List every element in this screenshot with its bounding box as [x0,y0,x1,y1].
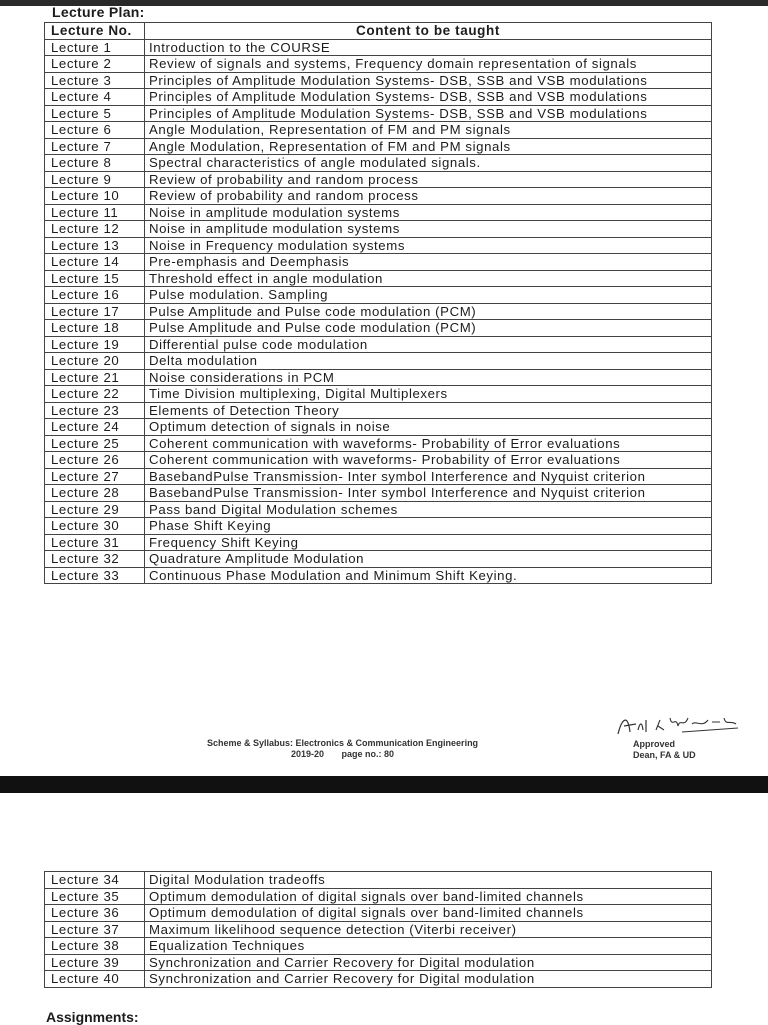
lecture-content-cell: Synchronization and Carrier Recovery for Digital modulation [145,954,712,971]
lecture-number-cell: Lecture 2 [45,56,145,73]
lecture-content-cell: Synchronization and Carrier Recovery for Digital modulation [145,971,712,988]
table-row [45,155,712,172]
lecture-number-cell: Lecture 16 [45,287,145,304]
lecture-content-cell: Principles of Amplitude Modulation Systems- DSB, SSB and VSB modulations [145,105,712,122]
lecture-content-cell: Time Division multiplexing, Digital Multiplexers [145,386,712,403]
lecture-number-cell: Lecture 29 [45,501,145,518]
lecture-content-cell: Phase Shift Keying [145,518,712,535]
lecture-plan-table [44,22,712,584]
lecture-plan-heading: Lecture Plan: [52,4,145,20]
table-row [45,39,712,56]
table-row [45,171,712,188]
lecture-content-cell: Equalization Techniques [145,938,712,955]
lecture-content-cell: Pulse Amplitude and Pulse code modulation (PCM) [145,320,712,337]
table-row [45,254,712,271]
table-row [45,237,712,254]
lecture-plan-table-continued [44,871,712,988]
lecture-number-cell: Lecture 18 [45,320,145,337]
lecture-number-cell: Lecture 7 [45,138,145,155]
lecture-number-cell: Lecture 35 [45,888,145,905]
lecture-number-cell: Lecture 38 [45,938,145,955]
lecture-number-cell: Lecture 20 [45,353,145,370]
lecture-content-cell: Coherent communication with waveforms- Probability of Error evaluations [145,435,712,452]
lecture-content-cell: BasebandPulse Transmission- Inter symbol Interference and Nyquist criterion [145,468,712,485]
assignments-heading: Assignments: [46,1009,139,1025]
table-row [45,402,712,419]
table-row [45,419,712,436]
lecture-content-cell: Threshold effect in angle modulation [145,270,712,287]
lecture-number-cell: Lecture 15 [45,270,145,287]
lecture-content-cell: Pulse Amplitude and Pulse code modulation (PCM) [145,303,712,320]
lecture-number-cell: Lecture 22 [45,386,145,403]
lecture-number-cell: Lecture 11 [45,204,145,221]
lecture-content-cell: Frequency Shift Keying [145,534,712,551]
lecture-content-cell: BasebandPulse Transmission- Inter symbol Interference and Nyquist criterion [145,485,712,502]
lecture-content-cell: Elements of Detection Theory [145,402,712,419]
lecture-content-cell: Continuous Phase Modulation and Minimum Shift Keying. [145,567,712,584]
table-row [45,369,712,386]
table-row [45,287,712,304]
lecture-no-header: Lecture No. [45,23,145,40]
lecture-content-cell: Review of probability and random process [145,188,712,205]
lecture-content-cell: Introduction to the COURSE [145,39,712,56]
lecture-number-cell: Lecture 5 [45,105,145,122]
lecture-number-cell: Lecture 8 [45,155,145,172]
page-footer [207,738,478,760]
approver-title: Dean, FA & UD [633,750,696,760]
lecture-number-cell: Lecture 17 [45,303,145,320]
lecture-content-cell: Spectral characteristics of angle modulated signals. [145,155,712,172]
lecture-number-cell: Lecture 27 [45,468,145,485]
table-row [45,452,712,469]
lecture-content-cell: Pass band Digital Modulation schemes [145,501,712,518]
lecture-number-cell: Lecture 34 [45,872,145,889]
page-divider [0,776,768,793]
footer-scheme-line: Scheme & Syllabus: Electronics & Communication Engineering [207,738,479,748]
table-row [45,534,712,551]
lecture-number-cell: Lecture 1 [45,39,145,56]
lecture-number-cell: Lecture 24 [45,419,145,436]
table-row [45,105,712,122]
lecture-content-cell: Principles of Amplitude Modulation Systems- DSB, SSB and VSB modulations [145,89,712,106]
table-row [45,303,712,320]
lecture-content-cell: Maximum likelihood sequence detection (Viterbi receiver) [145,921,712,938]
table-row [45,138,712,155]
table-row [45,551,712,568]
lecture-number-cell: Lecture 14 [45,254,145,271]
lecture-number-cell: Lecture 21 [45,369,145,386]
content-header: Content to be taught [145,23,712,40]
lecture-content-cell: Angle Modulation, Representation of FM and PM signals [145,122,712,139]
table-row [45,518,712,535]
table-row [45,567,712,584]
lecture-number-cell: Lecture 25 [45,435,145,452]
lecture-content-cell: Optimum detection of signals in noise [145,419,712,436]
lecture-content-cell: Digital Modulation tradeoffs [145,872,712,889]
table-row [45,971,712,988]
lecture-content-cell: Quadrature Amplitude Modulation [145,551,712,568]
lecture-number-cell: Lecture 33 [45,567,145,584]
table-row [45,435,712,452]
lecture-number-cell: Lecture 23 [45,402,145,419]
lecture-number-cell: Lecture 39 [45,954,145,971]
table-row [45,468,712,485]
table-row [45,89,712,106]
table-header-row [45,23,712,40]
signature-image [612,708,742,742]
lecture-content-cell: Angle Modulation, Representation of FM and PM signals [145,138,712,155]
lecture-number-cell: Lecture 31 [45,534,145,551]
lecture-content-cell: Noise considerations in PCM [145,369,712,386]
approved-label: Approved [633,739,676,749]
table-row [45,270,712,287]
approval-block [633,739,696,761]
lecture-content-cell: Principles of Amplitude Modulation Systems- DSB, SSB and VSB modulations [145,72,712,89]
table-row [45,188,712,205]
lecture-number-cell: Lecture 36 [45,905,145,922]
lecture-number-cell: Lecture 32 [45,551,145,568]
lecture-number-cell: Lecture 3 [45,72,145,89]
table-row [45,204,712,221]
table-row [45,954,712,971]
lecture-content-cell: Noise in amplitude modulation systems [145,204,712,221]
table-row [45,501,712,518]
lecture-content-cell: Optimum demodulation of digital signals over band-limited channels [145,888,712,905]
lecture-number-cell: Lecture 40 [45,971,145,988]
lecture-number-cell: Lecture 37 [45,921,145,938]
lecture-number-cell: Lecture 19 [45,336,145,353]
lecture-content-cell: Delta modulation [145,353,712,370]
table-row [45,72,712,89]
lecture-number-cell: Lecture 12 [45,221,145,238]
table-row [45,485,712,502]
lecture-content-cell: Coherent communication with waveforms- Probability of Error evaluations [145,452,712,469]
table-row [45,921,712,938]
lecture-number-cell: Lecture 6 [45,122,145,139]
lecture-content-cell: Review of signals and systems, Frequency domain representation of signals [145,56,712,73]
lecture-content-cell: Pulse modulation. Sampling [145,287,712,304]
footer-year-page-line: 2019-20 page no.: 80 [291,749,395,759]
table-row [45,938,712,955]
table-row [45,888,712,905]
lecture-number-cell: Lecture 26 [45,452,145,469]
table-row [45,353,712,370]
lecture-content-cell: Noise in amplitude modulation systems [145,221,712,238]
lecture-number-cell: Lecture 4 [45,89,145,106]
lecture-number-cell: Lecture 10 [45,188,145,205]
table-row [45,872,712,889]
lecture-content-cell: Pre-emphasis and Deemphasis [145,254,712,271]
lecture-number-cell: Lecture 28 [45,485,145,502]
lecture-content-cell: Noise in Frequency modulation systems [145,237,712,254]
table-row [45,221,712,238]
table-row [45,56,712,73]
table-row [45,905,712,922]
lecture-number-cell: Lecture 30 [45,518,145,535]
table-row [45,386,712,403]
lecture-content-cell: Differential pulse code modulation [145,336,712,353]
table-row [45,336,712,353]
lecture-number-cell: Lecture 13 [45,237,145,254]
table-row [45,320,712,337]
table-row [45,122,712,139]
lecture-content-cell: Review of probability and random process [145,171,712,188]
lecture-number-cell: Lecture 9 [45,171,145,188]
lecture-content-cell: Optimum demodulation of digital signals over band-limited channels [145,905,712,922]
